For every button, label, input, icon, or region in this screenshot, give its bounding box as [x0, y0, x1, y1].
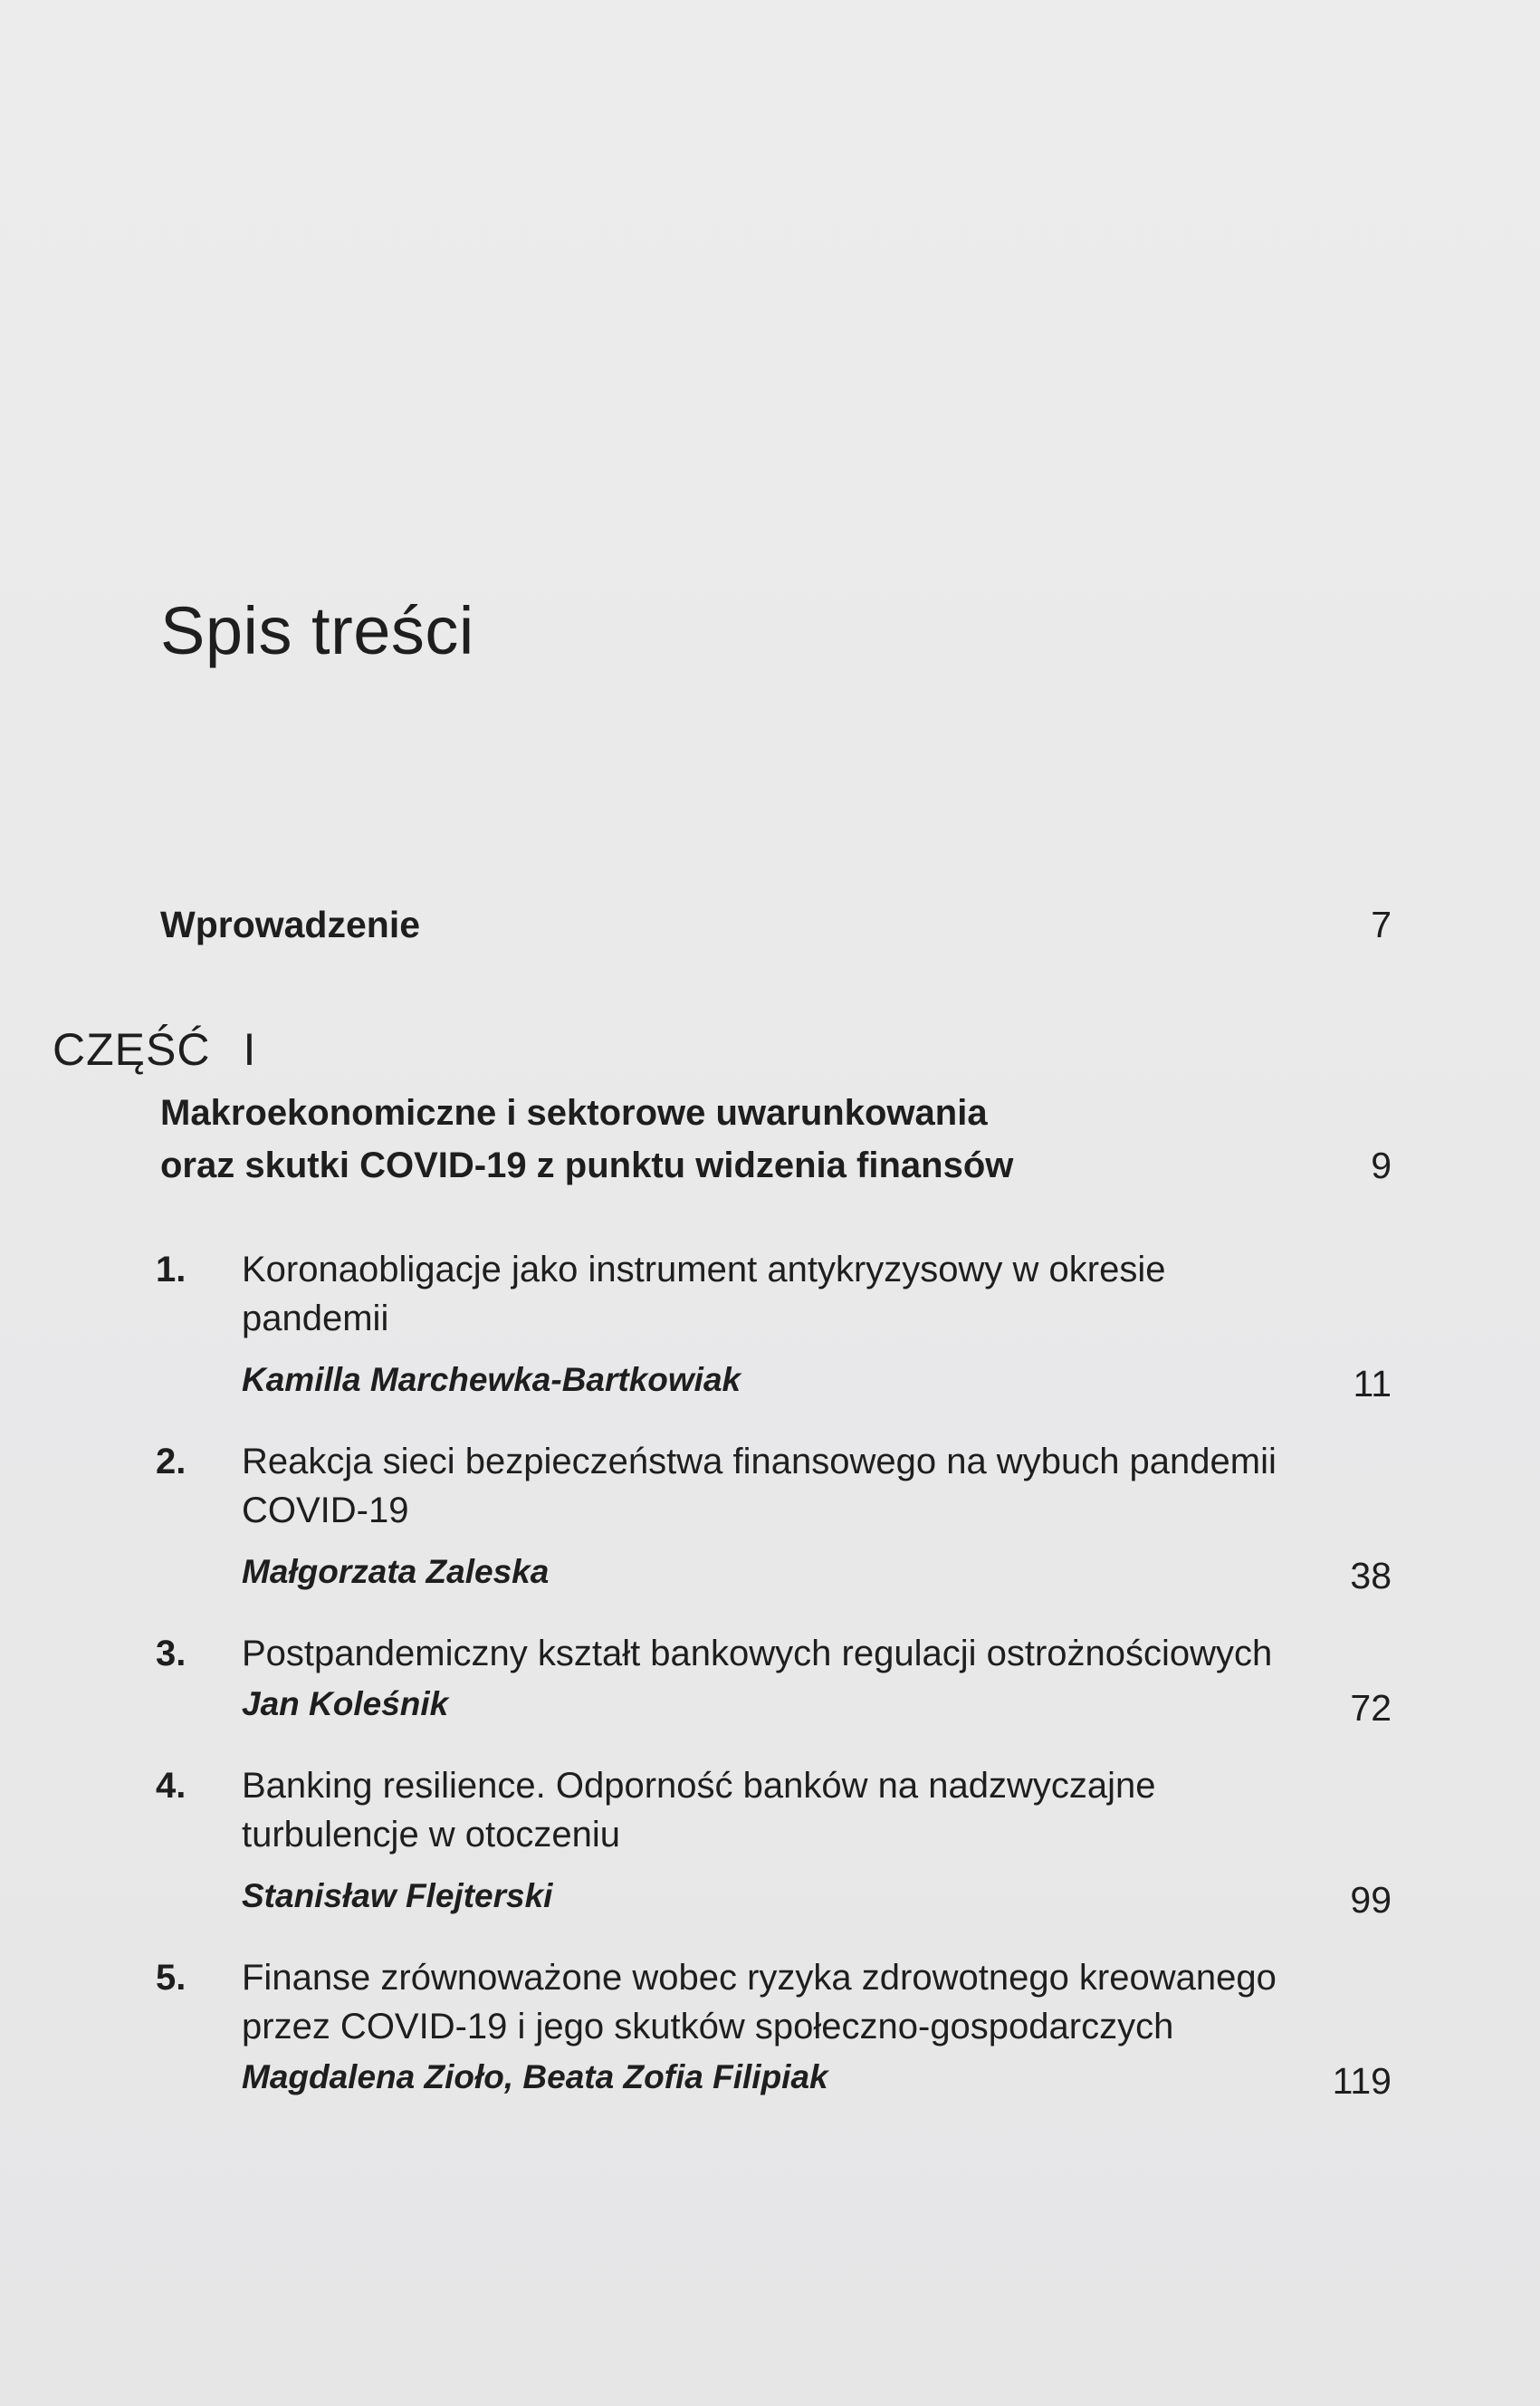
chapter-author-row	[242, 1357, 1392, 1403]
chapter-title	[242, 1629, 1310, 1678]
chapter-title-line: pandemii	[242, 1299, 389, 1338]
chapter-title-line: turbulencje w otoczeniu	[242, 1815, 621, 1855]
chapter-entry-5	[156, 1953, 1392, 2100]
chapter-page-number: 119	[1332, 2060, 1392, 2102]
chapter-number: 2.	[156, 1442, 187, 1481]
part-label: CZĘŚĆ	[53, 1024, 211, 1075]
chapter-title	[242, 1437, 1310, 1535]
part-numeral: I	[243, 1024, 257, 1075]
part-page-number: 9	[1371, 1145, 1392, 1186]
part-title-line-2: oraz skutki COVID-19 z punktu widzenia finansów	[160, 1145, 1014, 1185]
chapter-title	[242, 1761, 1310, 1859]
chapter-page-number: 99	[1350, 1879, 1392, 1921]
chapter-title-line: Banking resilience. Odporność banków na nadzwyczajne	[242, 1766, 1156, 1806]
chapter-author-row	[242, 1874, 1392, 1919]
chapter-number: 1.	[156, 1250, 187, 1289]
chapter-entry-4	[156, 1761, 1392, 1919]
intro-page-number: 7	[1371, 904, 1392, 945]
chapter-page-number: 38	[1350, 1555, 1392, 1596]
toc-entry-intro	[160, 904, 1392, 946]
chapter-title-line: Koronaobligacje jako instrument antykryzysowy w okresie	[242, 1250, 1166, 1289]
chapter-entry-1	[156, 1245, 1392, 1403]
chapter-author: Jan Koleśnik	[242, 1685, 449, 1722]
intro-label: Wprowadzenie	[160, 904, 421, 945]
chapter-author-row	[242, 2055, 1392, 2100]
chapter-entry-3	[156, 1629, 1392, 1727]
chapter-entry-2	[156, 1437, 1392, 1595]
chapter-title-line: przez COVID-19 i jego skutków społeczno-gospodarczych	[242, 2007, 1174, 2047]
chapter-list	[156, 1245, 1392, 2100]
chapter-author: Stanisław Flejterski	[242, 1877, 553, 1914]
page-title: Spis treści	[160, 593, 474, 668]
part-heading	[53, 1023, 256, 1076]
chapter-page-number: 11	[1353, 1363, 1392, 1404]
chapter-author: Małgorzata Zaleska	[242, 1553, 550, 1590]
chapter-title	[242, 1245, 1310, 1343]
chapter-author: Magdalena Zioło, Beata Zofia Filipiak	[242, 2058, 828, 2095]
chapter-title-line: Postpandemiczny kształt bankowych regulacji ostrożnościowych	[242, 1634, 1273, 1673]
chapter-title-line: Reakcja sieci bezpieczeństwa finansowego na wybuch pandemii	[242, 1442, 1277, 1481]
part-title	[160, 1087, 1392, 1192]
chapter-title	[242, 1953, 1310, 2051]
chapter-author-row	[242, 1549, 1392, 1595]
part-title-line-1: Makroekonomiczne i sektorowe uwarunkowania	[160, 1093, 988, 1133]
chapter-number: 3.	[156, 1634, 187, 1673]
chapter-title-line: COVID-19	[242, 1491, 409, 1530]
chapter-author: Kamilla Marchewka-Bartkowiak	[242, 1361, 741, 1398]
chapter-page-number: 72	[1350, 1687, 1392, 1729]
chapter-title-line: Finanse zrównoważone wobec ryzyka zdrowotnego kreowanego	[242, 1958, 1277, 1998]
chapter-number: 5.	[156, 1958, 187, 1998]
chapter-author-row	[242, 1682, 1392, 1727]
chapter-number: 4.	[156, 1766, 187, 1806]
